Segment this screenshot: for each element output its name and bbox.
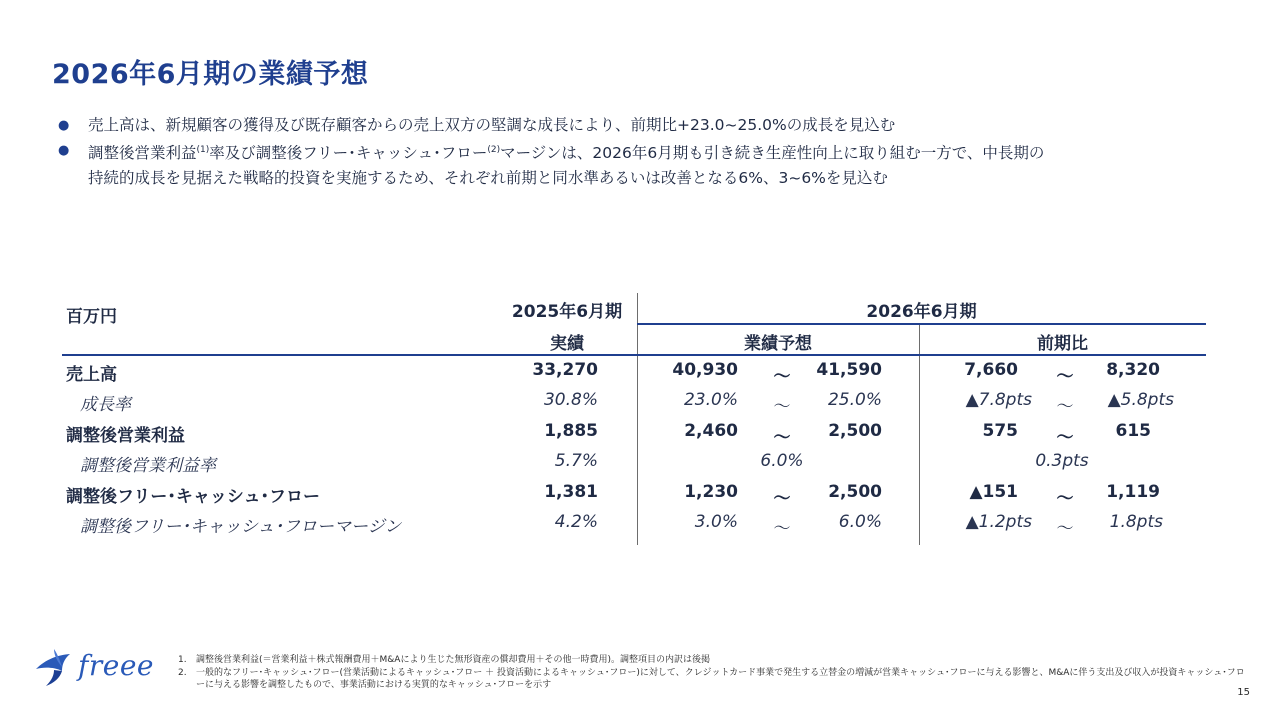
bullet-text: マージンは、2026年6月期も引き続き生産性向上に取り組む一方で、中長期の (500, 144, 1045, 163)
page-number: 15 (1237, 687, 1250, 698)
header-rule (62, 354, 1206, 356)
cell-yoy-low: ▲1.2pts (965, 512, 1032, 532)
cell-forecast-low: 1,230 (684, 482, 738, 502)
footnote-2 (178, 667, 1248, 692)
bullet-margins (58, 138, 1238, 191)
footnote-ref: (2) (487, 145, 501, 155)
cell-forecast-low: 23.0% (683, 390, 738, 410)
cell-tilde: ～ (773, 367, 791, 387)
row-label-fcf-margin: 調整後フリー･キャッシュ･フローマージン (80, 517, 402, 537)
summary-bullets (58, 113, 1238, 191)
cell-yoy-low: 575 (982, 421, 1018, 441)
cell-forecast-high: 2,500 (828, 421, 882, 441)
cell-actual: 30.8% (543, 390, 598, 410)
cell-yoy-low: ▲7.8pts (965, 390, 1032, 410)
header-rule (637, 323, 1206, 325)
cell-actual: 33,270 (532, 360, 598, 380)
header-actual: 実績 (550, 334, 584, 354)
cell-tilde: ～ (1056, 428, 1074, 448)
cell-yoy-high: 8,320 (1106, 360, 1160, 380)
cell-yoy-high: 1,119 (1106, 482, 1160, 502)
row-label-op-rate: 調整後営業利益率 (80, 456, 216, 476)
bullet-text: 持続的成長を見据えた戦略的投資を実施するため、それぞれ前期と同水準あるいは改善となる6%、3~6%を見込む (88, 169, 888, 188)
freee-logo (34, 645, 162, 690)
cell-yoy-high: 1.8pts (1109, 512, 1163, 532)
cell-tilde: ～ (773, 397, 791, 417)
bullet-text: 調整後営業利益 (88, 144, 197, 163)
footnote-number: 2. (178, 667, 187, 678)
logo-text: freee (78, 649, 154, 682)
header-fy2026: 2026年6月期 (866, 302, 977, 322)
cell-forecast-high: 6.0% (838, 512, 882, 532)
cell-actual: 5.7% (554, 451, 598, 471)
cell-yoy-high: ▲5.8pts (1107, 390, 1174, 410)
cell-forecast-low: 3.0% (694, 512, 738, 532)
cell-forecast-high: 25.0% (827, 390, 882, 410)
cell-tilde: ～ (1056, 367, 1074, 387)
cell-tilde: ～ (773, 489, 791, 509)
footnote-ref: (1) (196, 145, 210, 155)
cell-actual: 1,885 (544, 421, 598, 441)
bullet-dot-icon: ● (58, 143, 70, 158)
cell-yoy: 0.3pts (1035, 451, 1089, 471)
cell-actual: 4.2% (554, 512, 598, 532)
cell-forecast-high: 2,500 (828, 482, 882, 502)
footnote-1 (178, 654, 1248, 667)
cell-yoy-high: 615 (1115, 421, 1151, 441)
bullet-dot-icon: ● (58, 118, 70, 133)
cell-forecast-low: 40,930 (672, 360, 738, 380)
cell-tilde: ～ (773, 519, 791, 539)
column-divider (919, 324, 920, 545)
bullet-text: 率及び調整後フリー･キャッシュ･フロー (209, 144, 488, 163)
header-forecast: 業績予想 (744, 334, 812, 354)
row-label-op: 調整後営業利益 (66, 426, 185, 446)
cell-actual: 1,381 (544, 482, 598, 502)
cell-forecast-low: 2,460 (684, 421, 738, 441)
header-yoy: 前期比 (1037, 334, 1088, 354)
cell-tilde: ～ (1056, 397, 1074, 417)
header-fy2025: 2025年6月期 (511, 302, 623, 322)
bullet-sales (58, 113, 1238, 138)
cell-yoy-low: 7,660 (964, 360, 1018, 380)
cell-tilde: ～ (1056, 489, 1074, 509)
footnote-text: 調整後営業利益(＝営業利益＋株式報酬費用＋M&Aにより生じた無形資産の償却費用＋その他一時費用)。調整項目の内訳は後掲 (196, 655, 710, 665)
cell-forecast: 6.0% (760, 451, 804, 471)
cell-tilde: ～ (1056, 519, 1074, 539)
cell-forecast-high: 41,590 (816, 360, 882, 380)
footnote-text: 一般的なフリー･キャッシュ･フロー(営業活動によるキャッシュ･フロー ＋ 投資活動によるキャッシュ･フロー)に対して、クレジットカード事業で発生する立替金の増減が営業キャッシュ･フローに与える影響と、M&Aに伴う支出及び収入が投資キャッシュ･フローに与える影響を調整したもので、事業活動における実質的なキャッシュ･フローを示す (196, 667, 1245, 690)
cell-tilde: ～ (773, 428, 791, 448)
row-label-fcf: 調整後フリー･キャッシュ･フロー (66, 487, 320, 507)
footnotes (178, 654, 1248, 692)
unit-label: 百万円 (66, 307, 117, 327)
cell-yoy-low: ▲151 (969, 482, 1018, 502)
row-label-growth: 成長率 (80, 395, 131, 415)
row-label-sales: 売上高 (66, 365, 117, 385)
page-title: 2026年6月期の業績予想 (52, 59, 369, 90)
forecast-table (62, 293, 1206, 545)
footnote-number: 1. (178, 655, 187, 665)
bullet-text: 売上高は、新規顧客の獲得及び既存顧客からの売上双方の堅調な成長により、前期比+23.0~25.0%の成長を見込む (88, 116, 896, 134)
